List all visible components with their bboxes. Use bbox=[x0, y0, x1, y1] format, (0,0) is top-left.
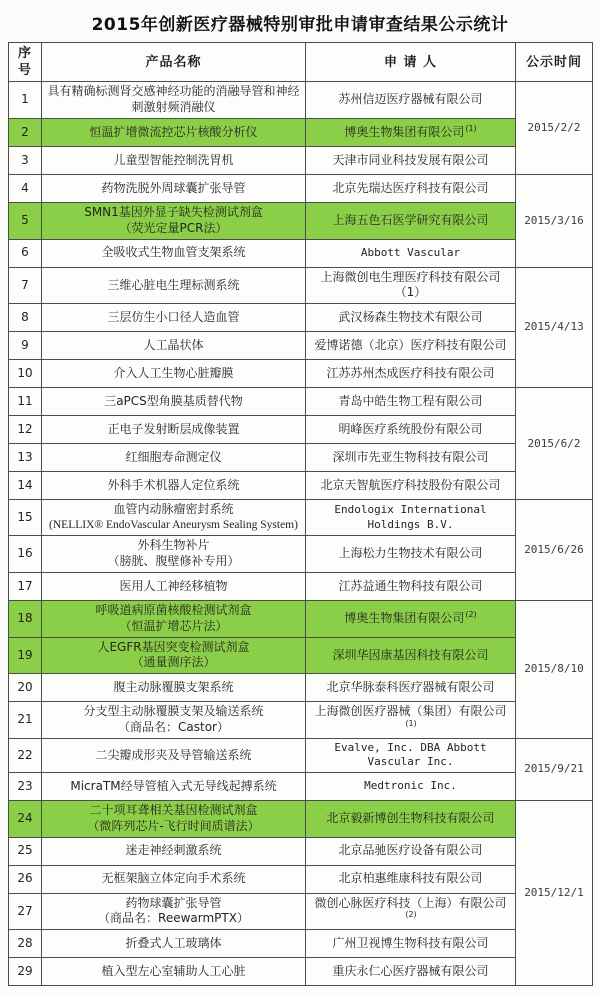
product-name-line1: 全吸收式生物血管支架系统 bbox=[101, 245, 246, 260]
row-index: 24 bbox=[9, 800, 42, 837]
product-name bbox=[42, 893, 306, 930]
table-row bbox=[9, 930, 593, 958]
table-body bbox=[9, 82, 593, 986]
product-name-line1: MicraTM经导管植入式无导线起搏系统 bbox=[70, 778, 277, 793]
applicant-name: Medtronic Inc. bbox=[306, 772, 516, 800]
table-row bbox=[9, 472, 593, 500]
applicant-name: 苏州信迈医疗器械有限公司 bbox=[306, 82, 516, 119]
product-name-line1: 二尖瓣成形夹及导管输送系统 bbox=[95, 747, 252, 762]
results-table bbox=[8, 42, 593, 986]
applicant-name: 北京天智航医疗科技股份有限公司 bbox=[306, 472, 516, 500]
product-name bbox=[42, 472, 306, 500]
table-row bbox=[9, 600, 593, 637]
table-row bbox=[9, 800, 593, 837]
table-row bbox=[9, 202, 593, 239]
product-name bbox=[42, 360, 306, 388]
table-row bbox=[9, 416, 593, 444]
product-name-line1: 迷走神经刺激系统 bbox=[125, 843, 222, 858]
applicant-name: 深圳华因康基因科技有限公司 bbox=[306, 637, 516, 674]
applicant-name: 北京华脉泰科医疗器械有限公司 bbox=[306, 674, 516, 702]
applicant-name: 江苏益通生物科技有限公司 bbox=[306, 572, 516, 600]
table-row bbox=[9, 865, 593, 893]
product-name-line1: 介入人工生物心脏瓣膜 bbox=[113, 365, 234, 380]
applicant-name: 北京先瑞达医疗科技有限公司 bbox=[306, 174, 516, 202]
row-index: 28 bbox=[9, 930, 42, 958]
product-name bbox=[42, 837, 306, 865]
product-name-line1: 药物球囊扩张导管 bbox=[125, 895, 222, 910]
row-index: 3 bbox=[9, 146, 42, 174]
row-index: 27 bbox=[9, 893, 42, 930]
product-name-line2: （微阵列芯片-飞行时间质谱法） bbox=[87, 818, 260, 833]
applicant-name: 重庆永仁心医疗器械有限公司 bbox=[306, 958, 516, 986]
row-index: 21 bbox=[9, 702, 42, 739]
header-applicant: 申 请 人 bbox=[306, 43, 516, 82]
applicant-name: 爱博诺德（北京）医疗科技有限公司 bbox=[306, 332, 516, 360]
table-row bbox=[9, 500, 593, 536]
product-name-line1: 红细胞寿命测定仪 bbox=[125, 449, 222, 464]
product-name bbox=[42, 572, 306, 600]
product-name bbox=[42, 600, 306, 637]
product-name bbox=[42, 304, 306, 332]
table-row bbox=[9, 637, 593, 674]
product-name-line2: （商品名：Castor） bbox=[118, 720, 229, 735]
table-row bbox=[9, 388, 593, 416]
product-name bbox=[42, 388, 306, 416]
applicant-name: 江苏苏州杰成医疗科技有限公司 bbox=[306, 360, 516, 388]
product-name bbox=[42, 674, 306, 702]
product-name-line1: 二十项耳聋相关基因检测试剂盒 bbox=[89, 802, 258, 817]
product-name bbox=[42, 958, 306, 986]
product-name-line2: (NELLIX® EndoVascular Aneurysm Sealing System) bbox=[49, 519, 298, 532]
applicant-superscript-note: (2) bbox=[465, 609, 477, 619]
row-index: 12 bbox=[9, 416, 42, 444]
row-index: 8 bbox=[9, 304, 42, 332]
table-row bbox=[9, 174, 593, 202]
row-index: 20 bbox=[9, 674, 42, 702]
product-name-line2: （荧光定量PCR法） bbox=[119, 220, 228, 235]
applicant-name: 上海微创电生理医疗科技有限公司（1） bbox=[306, 267, 516, 304]
table-row bbox=[9, 893, 593, 930]
product-name bbox=[42, 865, 306, 893]
product-name-line1: 恒温扩增微流控芯片核酸分析仪 bbox=[89, 124, 258, 139]
product-name-line1: 血管内动脉瘤密封系统 bbox=[113, 502, 234, 517]
applicant-name: 博奥生物集团有限公司$^{(1)}$ bbox=[306, 118, 516, 146]
applicant-name: 明峰医疗系统股份有限公司 bbox=[306, 416, 516, 444]
product-name-line2: （商品名：ReewarmPTX） bbox=[98, 911, 249, 926]
product-name-line1: 儿童型智能控制洗胃机 bbox=[113, 152, 234, 167]
publish-date: 2015/8/10 bbox=[516, 600, 593, 738]
product-name-line2: （恒温扩增芯片法） bbox=[119, 618, 228, 633]
product-name bbox=[42, 118, 306, 146]
publish-date: 2015/12/1 bbox=[516, 800, 593, 985]
product-name-line1: 人EGFR基因突变检测试剂盒 bbox=[97, 639, 250, 654]
table-row bbox=[9, 572, 593, 600]
applicant-name: 上海松力生物技术有限公司 bbox=[306, 536, 516, 573]
row-index: 18 bbox=[9, 600, 42, 637]
applicant-name: Evalve, Inc. DBA Abbott Vascular Inc. bbox=[306, 738, 516, 772]
table-row bbox=[9, 118, 593, 146]
publish-date: 2015/9/21 bbox=[516, 738, 593, 800]
header-row bbox=[9, 43, 593, 82]
product-name-line1: 植入型左心室辅助人工心脏 bbox=[101, 963, 246, 978]
product-name-line1: 分支型主动脉覆膜支架及输送系统 bbox=[83, 704, 264, 719]
product-name bbox=[42, 82, 306, 119]
applicant-name: 上海五色石医学研究有限公司 bbox=[306, 202, 516, 239]
page-title: 2015年创新医疗器械特别审批申请审查结果公示统计 bbox=[91, 15, 509, 35]
product-name-line1: 折叠式人工玻璃体 bbox=[125, 935, 222, 950]
applicant-name: 深圳市先亚生物科技有限公司 bbox=[306, 444, 516, 472]
row-index: 22 bbox=[9, 738, 42, 772]
table-row bbox=[9, 536, 593, 573]
product-name-line1: 外科手术机器人定位系统 bbox=[107, 477, 240, 492]
header-publish-date: 公示时间 bbox=[516, 43, 593, 82]
product-name-line1: 药物洗脱外周球囊扩张导管 bbox=[101, 180, 246, 195]
row-index: 11 bbox=[9, 388, 42, 416]
table-row bbox=[9, 332, 593, 360]
table-row bbox=[9, 146, 593, 174]
publish-date: 2015/4/13 bbox=[516, 267, 593, 388]
applicant-name: 上海微创医疗器械（集团）有限公司$^{(1)}$ bbox=[306, 702, 516, 739]
table-row bbox=[9, 958, 593, 986]
row-index: 10 bbox=[9, 360, 42, 388]
product-name bbox=[42, 239, 306, 267]
table-row bbox=[9, 444, 593, 472]
row-index: 29 bbox=[9, 958, 42, 986]
publish-date: 2015/2/2 bbox=[516, 82, 593, 175]
applicant-name: Endologix International Holdings B.V. bbox=[306, 500, 516, 536]
product-name bbox=[42, 332, 306, 360]
product-name bbox=[42, 267, 306, 304]
row-index: 4 bbox=[9, 174, 42, 202]
product-name-line2: （膀胱、腹壁修补专用） bbox=[107, 554, 240, 569]
product-name bbox=[42, 772, 306, 800]
product-name-line1: 呼吸道病原菌核酸检测试剂盒 bbox=[95, 602, 252, 617]
table-row bbox=[9, 239, 593, 267]
product-name bbox=[42, 444, 306, 472]
row-index: 5 bbox=[9, 202, 42, 239]
product-name bbox=[42, 536, 306, 573]
row-index: 23 bbox=[9, 772, 42, 800]
table-row bbox=[9, 772, 593, 800]
product-name-line1: 外科生物补片 bbox=[137, 538, 210, 553]
applicant-name: 武汉杨森生物技术有限公司 bbox=[306, 304, 516, 332]
row-index: 2 bbox=[9, 118, 42, 146]
header-index: 序号 bbox=[9, 43, 42, 82]
product-name bbox=[42, 416, 306, 444]
table-row bbox=[9, 837, 593, 865]
product-name bbox=[42, 174, 306, 202]
row-index: 26 bbox=[9, 865, 42, 893]
product-name-line1: 医用人工神经移植物 bbox=[119, 578, 228, 593]
applicant-name: 北京柏惠维康科技有限公司 bbox=[306, 865, 516, 893]
row-index: 9 bbox=[9, 332, 42, 360]
product-name-line1: 三维心脏电生理标测系统 bbox=[107, 277, 240, 292]
row-index: 13 bbox=[9, 444, 42, 472]
table-row bbox=[9, 360, 593, 388]
applicant-name: 广州卫视博生物科技有限公司 bbox=[306, 930, 516, 958]
applicant-superscript-note: (1) bbox=[465, 123, 477, 133]
product-name-line1: 正电子发射断层成像装置 bbox=[107, 421, 240, 436]
product-name bbox=[42, 500, 306, 536]
applicant-superscript-note: (1) bbox=[405, 719, 417, 729]
row-index: 17 bbox=[9, 572, 42, 600]
product-name-line1: 三aPCS型角膜基质替代物 bbox=[104, 393, 243, 408]
applicant-name: 北京品驰医疗设备有限公司 bbox=[306, 837, 516, 865]
applicant-name: 博奥生物集团有限公司$^{(2)}$ bbox=[306, 600, 516, 637]
applicant-name: 微创心脉医疗科技（上海）有限公司$^{(2)}$ bbox=[306, 893, 516, 930]
row-index: 7 bbox=[9, 267, 42, 304]
applicant-superscript-note: (2) bbox=[405, 910, 417, 920]
product-name-line1: SMN1基因外显子缺失检测试剂盒 bbox=[84, 204, 263, 219]
product-name bbox=[42, 146, 306, 174]
table-row bbox=[9, 738, 593, 772]
row-index: 14 bbox=[9, 472, 42, 500]
row-index: 19 bbox=[9, 637, 42, 674]
applicant-name: 北京毅新博创生物科技有限公司 bbox=[306, 800, 516, 837]
table-row bbox=[9, 304, 593, 332]
product-name-line2: （通量测序法） bbox=[131, 655, 216, 670]
row-index: 25 bbox=[9, 837, 42, 865]
table-row bbox=[9, 674, 593, 702]
table-row bbox=[9, 82, 593, 119]
product-name bbox=[42, 637, 306, 674]
product-name bbox=[42, 702, 306, 739]
applicant-name: Abbott Vascular bbox=[306, 239, 516, 267]
product-name-line1: 具有精确标测肾交感神经功能的消融导管和神经刺激射频消融仪 bbox=[47, 84, 300, 115]
row-index: 16 bbox=[9, 536, 42, 573]
publish-date: 2015/6/2 bbox=[516, 388, 593, 500]
header-product-name: 产品名称 bbox=[42, 43, 306, 82]
product-name bbox=[42, 930, 306, 958]
table-row bbox=[9, 702, 593, 739]
applicant-name: 天津市同业科技发展有限公司 bbox=[306, 146, 516, 174]
product-name-line1: 人工晶状体 bbox=[143, 337, 204, 352]
table-row bbox=[9, 267, 593, 304]
product-name-line1: 三层仿生小口径人造血管 bbox=[107, 309, 240, 324]
product-name bbox=[42, 202, 306, 239]
product-name bbox=[42, 738, 306, 772]
row-index: 15 bbox=[9, 500, 42, 536]
product-name bbox=[42, 800, 306, 837]
product-name-line1: 腹主动脉覆膜支架系统 bbox=[113, 679, 234, 694]
applicant-name: 青岛中皓生物工程有限公司 bbox=[306, 388, 516, 416]
publish-date: 2015/3/16 bbox=[516, 174, 593, 267]
publish-date: 2015/6/26 bbox=[516, 500, 593, 601]
product-name-line1: 无框架脑立体定向手术系统 bbox=[101, 871, 246, 886]
row-index: 1 bbox=[9, 82, 42, 119]
row-index: 6 bbox=[9, 239, 42, 267]
